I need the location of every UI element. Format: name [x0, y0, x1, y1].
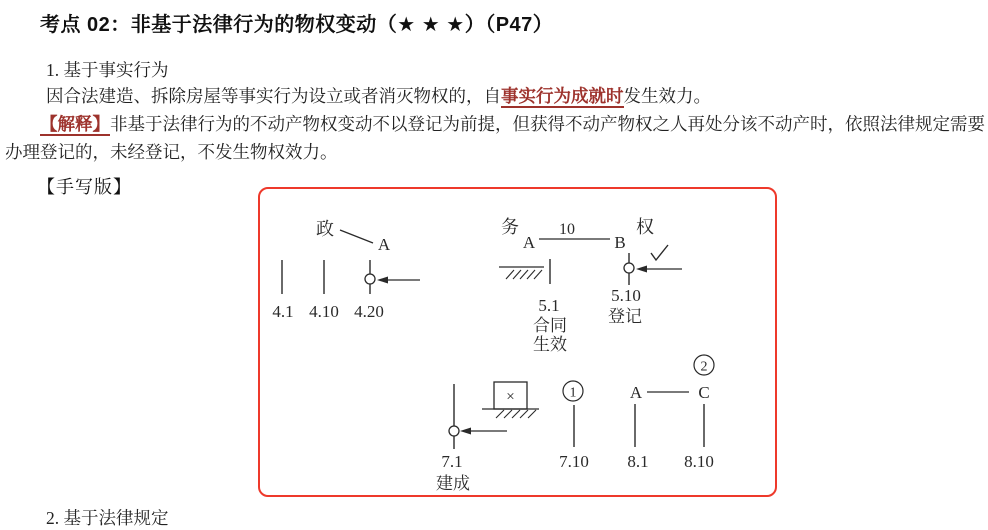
- may-caption-effective: 生效: [533, 335, 567, 354]
- august-party-c: C: [698, 383, 710, 402]
- april-top-char: 政: [316, 219, 334, 239]
- may-ground-hatching: [506, 270, 542, 279]
- april-label-3: 4.20: [354, 302, 384, 321]
- april-diagonal-line: [340, 230, 373, 243]
- august-date-710: 7.10: [559, 452, 589, 471]
- handwritten-version-label: 【手写版】: [37, 177, 132, 197]
- fact-sentence-suffix: 发生效力。: [623, 86, 711, 106]
- july-date: 7.1: [441, 452, 463, 471]
- section-2-heading-cutoff: 2. 基于法律规定: [46, 508, 169, 528]
- may-party-b: B: [614, 233, 626, 252]
- april-arrow-head-icon: [377, 277, 388, 284]
- july-caption: 建成: [436, 474, 470, 493]
- step1-number: 1: [569, 385, 577, 401]
- july-event-circle: [449, 426, 459, 436]
- may-caption-contract: 合同: [533, 316, 567, 335]
- may-caption-register: 登记: [608, 307, 642, 326]
- april-event-circle: [365, 274, 375, 284]
- july-ground-hatching: [496, 410, 536, 418]
- may-register-circle: [624, 263, 634, 273]
- step2-number: 2: [700, 359, 708, 375]
- fact-sentence-prefix: 因合法建造、拆除房屋等事实行为设立或者消灭物权的，自: [46, 86, 501, 106]
- fact-sentence-highlight: 事实行为成就时: [501, 86, 624, 106]
- explain-text: 非基于法律行为的不动产物权变动不以登记为前提，但获得不动产物权之人再处分该不动产时，依照法律规定需要办理登记的，未经登记，不发生物权效力。: [5, 114, 985, 162]
- may-party-a: A: [522, 233, 536, 252]
- july-arrow-head-icon: [460, 428, 471, 435]
- check-icon: [651, 245, 668, 260]
- may-price: 10: [559, 221, 575, 238]
- august-date-81: 8.1: [627, 452, 649, 471]
- explain-label: 【解释】: [40, 114, 110, 134]
- august-date-810: 8.10: [684, 452, 714, 471]
- may-date-1: 5.1: [538, 296, 560, 315]
- explain-paragraph: [5, 110, 985, 166]
- may-date-2: 5.10: [611, 286, 641, 305]
- april-label-2: 4.10: [309, 302, 339, 321]
- april-label-1: 4.1: [272, 302, 294, 321]
- page-title: 考点 02：非基于法律行为的物权变动（★ ★ ★）（P47）: [40, 14, 554, 36]
- handwritten-diagram-box: [258, 187, 777, 497]
- may-arrow-head-icon: [636, 266, 647, 273]
- may-right-char: 权: [636, 217, 654, 237]
- handwritten-diagram: [260, 189, 775, 495]
- may-left-char: 务: [501, 217, 519, 237]
- section-1-heading: 1. 基于事实行为: [46, 60, 169, 80]
- august-party-a: A: [629, 383, 643, 402]
- fact-behavior-paragraph: [5, 82, 985, 110]
- house-mark: ×: [506, 389, 515, 405]
- april-party-a: A: [377, 235, 391, 254]
